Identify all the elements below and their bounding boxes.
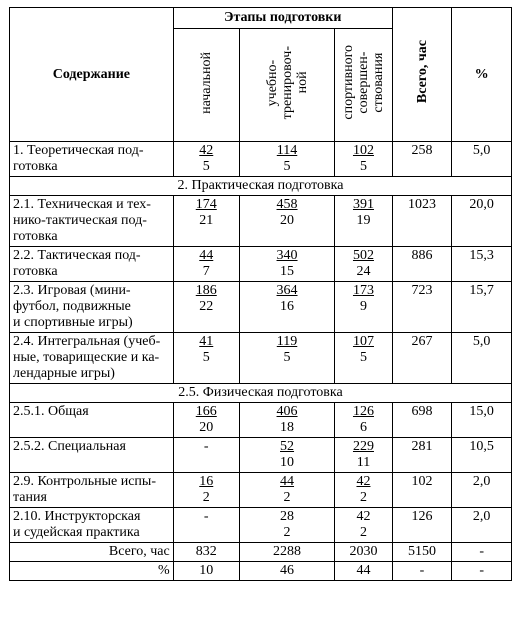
row-label: 2.2. Тактическая под- готовка [10,247,174,282]
stage-value-c2 [239,333,334,384]
summary-c3: 44 [335,562,392,581]
stage-value-c2 [239,403,334,438]
percent-value: 9 [359,299,367,314]
stage-value-c2 [239,196,334,247]
header-total: Всего, час [392,8,452,142]
stage-value-c2 [239,142,334,177]
stage-value-c2 [239,247,334,282]
percent-value: 5 [359,159,367,174]
stage-value-c1 [173,282,239,333]
hours-value: 166 [195,404,217,419]
stage-value-c3 [335,508,392,543]
row-percent: 10,5 [452,438,512,473]
row-label: 2.3. Игровая (мини- футбол, подвижные и спортивные игры) [10,282,174,333]
row-total: 723 [392,282,452,333]
row-total: 281 [392,438,452,473]
percent-value: 5 [283,159,291,174]
percent-value: 10 [280,455,295,470]
row-label: 2.5.1. Общая [10,403,174,438]
summary-c2: 46 [239,562,334,581]
hours-value: 41 [199,334,214,349]
percent-value: 5 [283,350,291,365]
row-percent: 5,0 [452,142,512,177]
stage-value-c3 [335,333,392,384]
table-body [10,142,512,581]
table-row [10,508,512,543]
stage-value-c3 [335,142,392,177]
table-row [10,403,512,438]
row-label: 2.4. Интегральная (учеб- ные, товарищеские и ка- лендарные игры) [10,333,174,384]
percent-value: 6 [359,420,367,435]
stage-value-c3 [335,403,392,438]
row-total: 698 [392,403,452,438]
header-content: Содержание [10,8,174,142]
row-label: 2.10. Инструкторская и судейская практика [10,508,174,543]
stage-value-c3 [335,196,392,247]
section-row [10,177,512,196]
hours-value: 406 [276,404,298,419]
document-page [9,7,512,581]
summary-c1: 10 [173,562,239,581]
stage-value-c1 [173,508,239,543]
stage-value-c2 [239,473,334,508]
percent-value: 22 [199,299,214,314]
hours-value: 114 [276,143,298,158]
hours-value: 119 [276,334,298,349]
row-percent: 15,0 [452,403,512,438]
hours-value: 364 [276,283,298,298]
row-label: 2.9. Контрольные испы- тания [10,473,174,508]
stage-value-c1 [173,333,239,384]
stage-value-c1 [173,247,239,282]
percent-value: 21 [199,213,214,228]
stage-value-c3 [335,438,392,473]
header-stage-improvement [335,29,392,142]
percent-value: 15 [280,264,295,279]
summary-c1: 832 [173,543,239,562]
header-percent: % [452,8,512,142]
hours-value: 102 [352,143,374,158]
summary-pct: - [452,562,512,581]
stage-value-c3 [335,282,392,333]
row-total: 267 [392,333,452,384]
percent-value: 19 [356,213,371,228]
stage-value-c1 [173,196,239,247]
row-percent: 5,0 [452,333,512,384]
table-row [10,333,512,384]
hours-value: 44 [199,248,214,263]
stage-label-1: учебно- тренировоч- ной [264,45,310,120]
row-total: 258 [392,142,452,177]
hours-value: 229 [352,439,374,454]
stage-value-c1 [173,438,239,473]
stage-value-c3 [335,247,392,282]
section-title: 2.5. Физическая подготовка [10,384,512,403]
hours-value: 42 [356,474,371,489]
hours-value: 44 [280,474,295,489]
percent-value: 5 [202,159,210,174]
row-percent: 15,3 [452,247,512,282]
hours-value: 107 [352,334,374,349]
hours-value: 340 [276,248,298,263]
training-plan-table [9,7,512,581]
row-percent: 20,0 [452,196,512,247]
section-title: 2. Практическая подготовка [10,177,512,196]
percent-value: 24 [356,264,371,279]
hours-value: 42 [356,509,371,524]
hours-value: 458 [276,197,298,212]
row-label: 2.5.2. Специальная [10,438,174,473]
hours-value: 42 [199,143,214,158]
hours-value: 186 [195,283,217,298]
row-percent: 2,0 [452,508,512,543]
table-row [10,196,512,247]
summary-label: % [10,562,174,581]
stage-value-c1 [173,403,239,438]
hours-value: - [203,439,209,454]
hours-value: 173 [352,283,374,298]
percent-value: 11 [356,455,371,470]
percent-value: 2 [202,490,210,505]
stage-value-c3 [335,473,392,508]
summary-total: 5150 [392,543,452,562]
summary-c3: 2030 [335,543,392,562]
header-stage-training [239,29,334,142]
percent-value: 2 [283,490,291,505]
percent-value: 18 [280,420,295,435]
table-row [10,473,512,508]
percent-value: 20 [199,420,214,435]
row-total: 886 [392,247,452,282]
row-label: 2.1. Техническая и тех- нико-тактическая под- готовка [10,196,174,247]
hours-value: 502 [352,248,374,263]
header-stages: Этапы подготовки [173,8,392,29]
table-row [10,543,512,562]
hours-value: 174 [195,197,217,212]
row-total: 126 [392,508,452,543]
summary-pct: - [452,543,512,562]
table-row [10,562,512,581]
summary-label: Всего, час [10,543,174,562]
table-row [10,247,512,282]
row-total: 102 [392,473,452,508]
header-stage-initial [173,29,239,142]
percent-value: 20 [280,213,295,228]
hours-value: 391 [352,197,374,212]
table-row [10,438,512,473]
percent-value: 2 [283,525,291,540]
hours-value: 16 [199,474,214,489]
hours-value: 28 [280,509,295,524]
percent-value: 5 [359,350,367,365]
hours-value: 52 [280,439,295,454]
summary-c2: 2288 [239,543,334,562]
stage-label-2: спортивного совершен- ствования [340,45,386,120]
stage-label-0: начальной [198,51,214,114]
table-row [10,142,512,177]
stage-value-c2 [239,508,334,543]
row-label: 1. Теоретическая под- готовка [10,142,174,177]
stage-value-c2 [239,438,334,473]
percent-value: 2 [359,490,367,505]
stage-value-c1 [173,473,239,508]
section-row [10,384,512,403]
hours-value: - [203,509,209,524]
percent-value: 7 [202,264,210,279]
stage-value-c1 [173,142,239,177]
percent-value: 16 [280,299,295,314]
row-percent: 2,0 [452,473,512,508]
percent-value: 2 [359,525,367,540]
row-total: 1023 [392,196,452,247]
table-row [10,282,512,333]
hours-value: 126 [352,404,374,419]
row-percent: 15,7 [452,282,512,333]
stage-value-c2 [239,282,334,333]
percent-value: 5 [202,350,210,365]
summary-total: - [392,562,452,581]
